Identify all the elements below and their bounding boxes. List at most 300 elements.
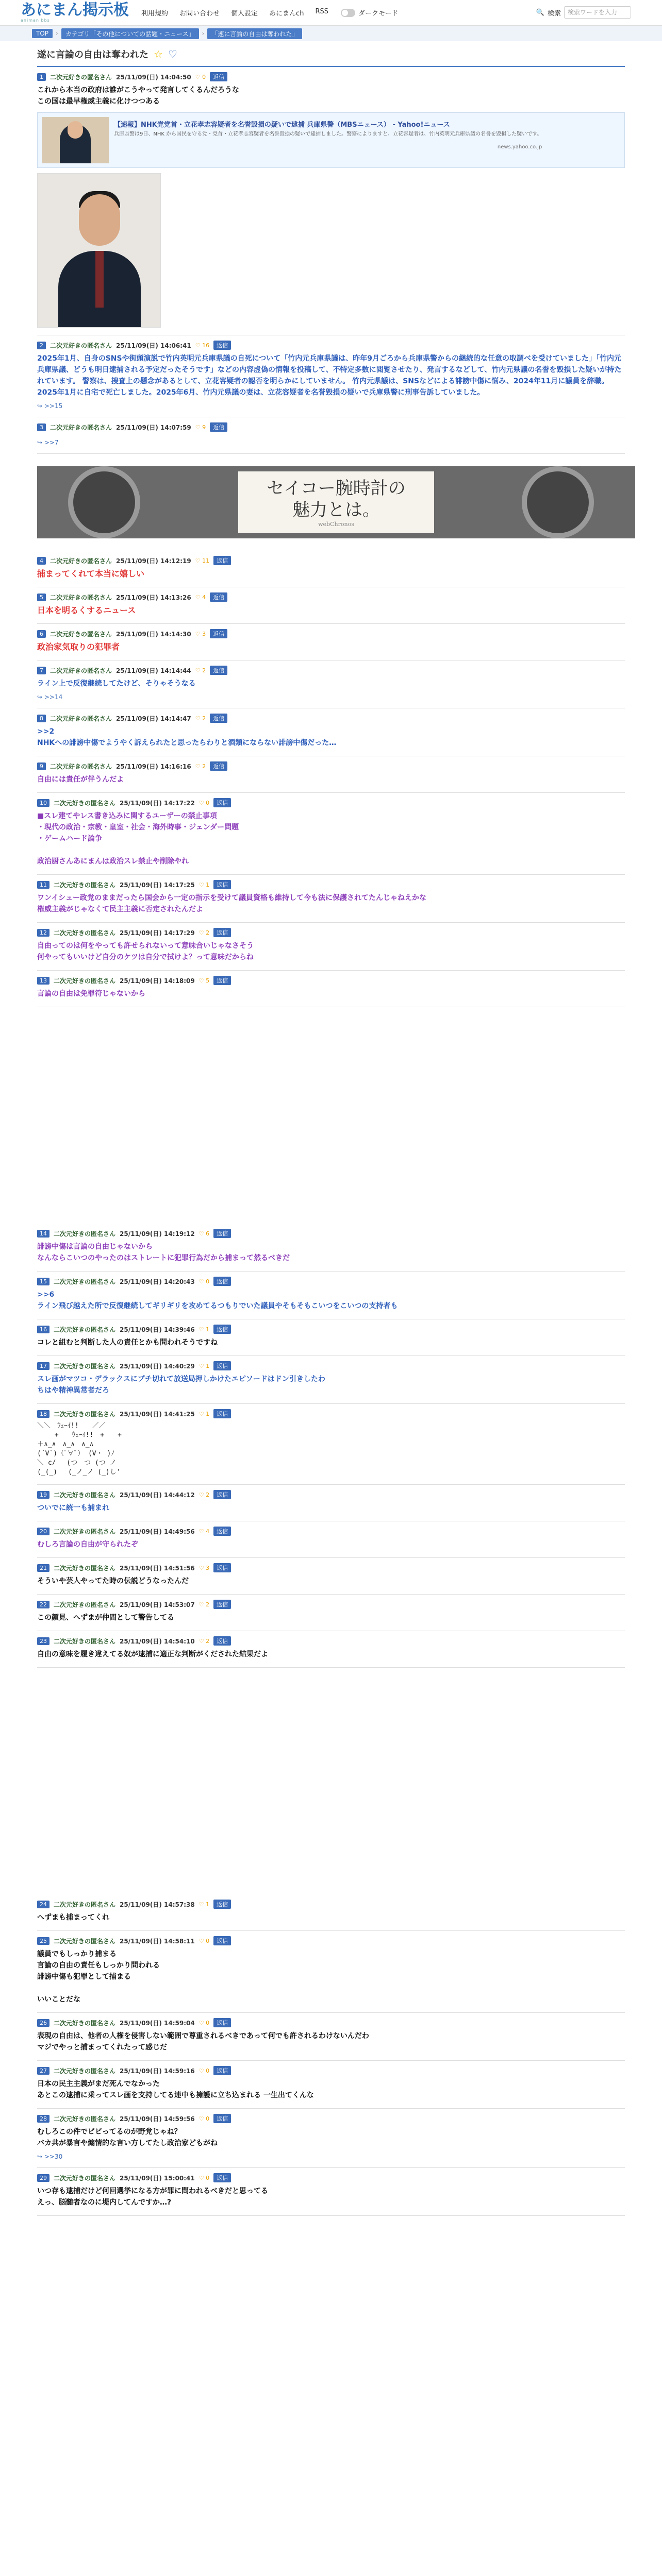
reply-button[interactable]: 返信 [213, 1527, 231, 1536]
post-body [37, 2185, 625, 2208]
post-2 [37, 335, 625, 417]
breadcrumb-thread[interactable]: 「速に言論の自由は奪われた」 [207, 28, 302, 39]
post-line: なんならこいつのやったのはストレートに犯罪行為だから捕まって然るべきだ [37, 1254, 290, 1262]
post-line: えっ、脳髄者なのに堤内してんですか…? [37, 2198, 172, 2207]
post-likes[interactable]: ♡ 2 [198, 1637, 210, 1645]
post-number[interactable]: 12 [37, 929, 49, 937]
thumbnail-face [68, 121, 83, 139]
post-body [37, 568, 625, 580]
reply-button[interactable]: 返信 [213, 2114, 231, 2123]
post-header [37, 1409, 625, 1421]
post-body [37, 353, 625, 398]
post-likes[interactable]: ♡ 0 [198, 1937, 210, 1944]
post-line: 誹謗中傷も犯罪として捕まる [37, 1973, 131, 1981]
post-number[interactable]: 11 [37, 881, 49, 889]
post-8 [37, 708, 625, 756]
post-body [37, 1912, 625, 1923]
post-header [37, 798, 625, 810]
post-18 [37, 1404, 625, 1485]
nav-rss[interactable]: RSS [315, 8, 328, 15]
post-header [37, 1229, 625, 1241]
reply-button[interactable]: 返信 [213, 2173, 231, 2182]
post-author: 二次元好きの匿名さん [50, 667, 112, 674]
post-header [37, 976, 625, 988]
post-date: 25/11/09(日) 14:40:29 [120, 1362, 195, 1370]
post-line: ・ゲームハード論争 [37, 835, 102, 843]
portrait-tie [95, 251, 104, 308]
post-header [37, 1361, 625, 1374]
post-author: 二次元好きの匿名さん [54, 2174, 116, 2182]
reply-button[interactable]: 返信 [210, 761, 227, 771]
post-author: 二次元好きの匿名さん [50, 715, 112, 722]
post-date: 25/11/09(日) 14:13:26 [116, 594, 191, 601]
post-date: 25/11/09(日) 15:00:41 [120, 2174, 195, 2182]
post-body [37, 605, 625, 616]
post-line: ちはや精神異常者だろ [37, 1386, 109, 1395]
nav-animanch[interactable]: あにまんch [269, 10, 304, 18]
reply-button[interactable]: 返信 [213, 1277, 231, 1286]
post-number[interactable]: 6 [37, 630, 46, 638]
post-likes[interactable]: ♡ 1 [198, 881, 210, 888]
post-author: 二次元好きの匿名さん [54, 1362, 116, 1370]
post-number[interactable]: 25 [37, 1937, 49, 1945]
post-author: 二次元好きの匿名さん [50, 342, 112, 349]
reply-button[interactable]: 返信 [213, 1229, 231, 1238]
reply-button[interactable]: 返信 [213, 1490, 231, 1499]
reply-button[interactable]: 返信 [213, 1936, 231, 1945]
reply-button[interactable]: 返信 [213, 341, 231, 350]
reply-links[interactable]: ↪ >>14 [37, 693, 63, 701]
post-likes[interactable]: ♡ 3 [198, 1564, 210, 1571]
post-date: 25/11/09(日) 14:12:19 [116, 557, 191, 565]
post-author: 二次元好きの匿名さん [54, 1937, 116, 1945]
post-line: いつ存も逮捕だけど何回選挙になる方が罪に問われるべきだと思ってる [37, 2187, 268, 2195]
post-15 [37, 1272, 625, 1319]
post-likes[interactable]: ♡ 0 [198, 2019, 210, 2026]
post-line: この国は最早権威主義に化けつつある [37, 97, 160, 106]
post-number[interactable]: 8 [37, 715, 46, 722]
post-author: 二次元好きの匿名さん [54, 1278, 116, 1285]
post-20 [37, 1521, 625, 1558]
post-likes[interactable]: ♡ 0 [195, 73, 206, 80]
post-likes[interactable]: ♡ 16 [195, 342, 210, 349]
post-line: ライン飛び越えた所で反復継続してギリギリを攻めてるつもりでいた議員やそもそもこいつをこいつの支持者も [37, 1302, 398, 1310]
post-author: 二次元好きの匿名さん [54, 1528, 116, 1535]
post-12 [37, 923, 625, 971]
post-line: 政治厨さんあにまんは政治スレ禁止や削除やれ [37, 857, 189, 866]
post-header [37, 556, 625, 568]
post-16 [37, 1319, 625, 1356]
post-17 [37, 1356, 625, 1404]
reply-button[interactable]: 返信 [210, 72, 227, 81]
post-author: 二次元好きの匿名さん [50, 630, 112, 638]
post-likes[interactable]: ♡ 0 [198, 2174, 210, 2181]
post-body [37, 940, 625, 963]
nav-terms[interactable]: 利用規約 [141, 10, 169, 18]
site-logo[interactable] [21, 3, 129, 23]
post-9 [37, 756, 625, 793]
post-author: 二次元好きの匿名さん [50, 73, 112, 81]
post-date: 25/11/09(日) 14:59:16 [120, 2067, 195, 2075]
post-number[interactable]: 24 [37, 1901, 49, 1908]
search-area [536, 6, 631, 19]
nav-settings[interactable]: 個人設定 [231, 10, 258, 18]
reply-button[interactable]: 返信 [210, 592, 227, 602]
post-likes[interactable]: ♡ 0 [198, 1278, 210, 1285]
post-number[interactable]: 17 [37, 1362, 49, 1370]
post-body [37, 641, 625, 653]
reply-button[interactable]: 返信 [210, 422, 227, 432]
post-header [37, 1277, 625, 1289]
post-body [37, 1649, 625, 1660]
post-date: 25/11/09(日) 14:58:11 [120, 1937, 195, 1945]
post-date: 25/11/09(日) 14:06:41 [116, 342, 191, 349]
post-line: 言論の自由の責任もしっかり問われる [37, 1961, 160, 1970]
post-likes[interactable]: ♡ 1 [198, 1410, 210, 1417]
reply-button[interactable]: 返信 [213, 1361, 231, 1370]
post-header [37, 2066, 625, 2078]
post-line: >>2 [37, 727, 55, 736]
reply-button[interactable]: 返信 [213, 976, 231, 985]
post-line: ワンイシュー政党のままだったら国会から一定の指示を受けて議員資格も維持して今も法に保護されてたんじゃねえかな [37, 894, 427, 902]
post-line: バカ共が暴言や煽情的な言い方してたし政治家どもがね [37, 2139, 218, 2147]
post-author: 二次元好きの匿名さん [54, 1901, 116, 1908]
post-line: そういや芸人やってた時の伝説どうなったんだ [37, 1577, 189, 1585]
reply-button[interactable]: 返信 [213, 1563, 231, 1572]
post-likes[interactable]: ♡ 0 [198, 2115, 210, 2122]
post-date: 25/11/09(日) 14:20:43 [120, 1278, 195, 1285]
darkmode-control[interactable] [341, 8, 398, 18]
post-number[interactable]: 22 [37, 1601, 49, 1608]
reply-button[interactable]: 返信 [213, 1600, 231, 1609]
post-body [37, 1575, 625, 1587]
post-number[interactable]: 18 [37, 1410, 49, 1418]
logo-subtitle: animan bbs [21, 18, 50, 23]
post-likes[interactable]: ♡ 0 [198, 799, 210, 806]
post-line: ついでに統一も捕まれ [37, 1504, 109, 1512]
post-number[interactable]: 29 [37, 2174, 49, 2182]
post-likes[interactable]: ♡ 4 [198, 1528, 210, 1535]
post-date: 25/11/09(日) 14:44:12 [120, 1491, 195, 1499]
search-input[interactable]: 検索ワードを入力 [564, 6, 631, 19]
post-body [37, 892, 625, 915]
reply-button[interactable]: 返信 [210, 666, 227, 675]
reply-button[interactable]: 返信 [213, 2066, 231, 2075]
post-3 [37, 417, 625, 454]
watch-image [68, 466, 140, 538]
post-number[interactable]: 27 [37, 2067, 49, 2075]
post-date: 25/11/09(日) 14:49:56 [120, 1528, 195, 1535]
blank-area [37, 1668, 625, 1894]
post-header [37, 1325, 625, 1337]
post-29 [37, 2168, 625, 2216]
post-13 [37, 971, 625, 1007]
post-likes[interactable]: ♡ 9 [195, 423, 206, 431]
post-27 [37, 2061, 625, 2109]
post-header [37, 2173, 625, 2185]
post-author: 二次元好きの匿名さん [54, 1601, 116, 1608]
post-author: 二次元好きの匿名さん [50, 594, 112, 601]
post-23 [37, 1631, 625, 1668]
post-6 [37, 624, 625, 660]
post-date: 25/11/09(日) 14:57:38 [120, 1901, 195, 1908]
post-author: 二次元好きの匿名さん [54, 881, 116, 889]
post-number[interactable]: 26 [37, 2019, 49, 2027]
post-24 [37, 1894, 625, 1931]
reply-button[interactable]: 返信 [213, 798, 231, 807]
post-line [37, 1982, 625, 1994]
reply-button[interactable]: 返信 [213, 1325, 231, 1334]
post-likes[interactable]: ♡ 2 [195, 762, 206, 770]
favorite-star-icon[interactable]: ☆ [154, 48, 163, 60]
post-list [37, 67, 625, 2216]
post-line: コレと組むと判断した人の責任とかも問われそうですね [37, 1338, 218, 1347]
post-header [37, 72, 625, 84]
post-date: 25/11/09(日) 14:14:30 [116, 630, 191, 638]
post-likes[interactable]: ♡ 2 [195, 715, 206, 722]
post-date: 25/11/09(日) 14:54:10 [120, 1637, 195, 1645]
post-body [37, 1337, 625, 1348]
post-likes[interactable]: ♡ 1 [198, 1326, 210, 1333]
post-author: 二次元好きの匿名さん [54, 1230, 116, 1238]
reply-button[interactable]: 返信 [213, 880, 231, 889]
search-label: 検索 [547, 9, 561, 18]
post-line: ライン上で反復継続してたけど、そりゃそうなる [37, 680, 196, 688]
post-author: 二次元好きの匿名さん [50, 557, 112, 565]
post-line: 表現の自由は、他者の人権を侵害しない範囲で尊重されるべきであって何でも許されるわけないんだわ [37, 2032, 369, 2040]
link-description: 兵庫県警は9日、NHK から国民を守る党・党首・立花孝志容疑者を名誉毀損の疑いで逮捕しました。警察によりますと、立花容疑者は、竹内英明元兵庫県議の名誉を毀損した疑いです。 [114, 131, 542, 137]
post-line: 何やってもいいけど自分のケツは自分で拭けよ？って意味だからね [37, 953, 254, 961]
post-line: 言論の自由は免罪符じゃないから [37, 990, 145, 998]
post-header [37, 928, 625, 940]
post-number[interactable]: 10 [37, 799, 49, 807]
nav-contact[interactable]: お問い合わせ [179, 10, 220, 18]
post-number[interactable]: 21 [37, 1564, 49, 1572]
post-number[interactable]: 1 [37, 73, 46, 81]
breadcrumb-separator: › [202, 30, 205, 37]
post-number[interactable]: 4 [37, 557, 46, 565]
post-likes[interactable]: ♡ 1 [198, 1901, 210, 1908]
logo-title: あにまん掲示板 [21, 1, 129, 19]
reply-button[interactable]: 返信 [213, 556, 231, 565]
post-line: NHKへの誹謗中傷でようやく訴えられたと思ったらわりと酒類にならない誹謗中傷だった… [37, 739, 337, 747]
post-date: 25/11/09(日) 14:04:50 [116, 73, 191, 81]
post-likes[interactable]: ♡ 2 [198, 929, 210, 936]
post-body [37, 1374, 625, 1396]
post-number[interactable]: 2 [37, 342, 46, 349]
post-body [37, 1612, 625, 1623]
post-header [37, 666, 625, 678]
ascii-art: ＼＼ ｳｪｰｲ!! ／／ + ｳｪｰｲ!! + + ＋∧_∧ ∧_∧ ∧_∧ (´∀`)（ﾟ∀ﾟ） (∀・ )ﾉ ＼ c/ (つ つ (つ ノ (_(_) (_ノ_ノ (_)し' [37, 1422, 122, 1476]
breadcrumb [0, 26, 662, 41]
post-number[interactable]: 5 [37, 594, 46, 601]
post-body [37, 810, 625, 867]
post-body [37, 1241, 625, 1264]
reply-links[interactable]: ↪ >>7 [37, 439, 59, 446]
reply-button[interactable]: 返信 [213, 1409, 231, 1418]
post-line: 日本を明るくするニュース [37, 605, 136, 615]
post-author: 二次元好きの匿名さん [54, 2115, 116, 2123]
reply-button[interactable]: 返信 [213, 928, 231, 937]
post-date: 25/11/09(日) 14:53:07 [120, 1601, 195, 1608]
post-number[interactable]: 13 [37, 977, 49, 985]
portrait-head [79, 194, 120, 246]
post-body [37, 774, 625, 785]
reply-button[interactable]: 返信 [213, 2018, 231, 2027]
post-number[interactable]: 16 [37, 1326, 49, 1333]
post-line: へずまも捕まってくれ [37, 1913, 109, 1922]
post-body [37, 2126, 625, 2149]
post-header [37, 592, 625, 605]
post-number[interactable]: 28 [37, 2115, 49, 2123]
post-body [37, 678, 625, 689]
post-date: 25/11/09(日) 14:19:12 [120, 1230, 195, 1238]
post-date: 25/11/09(日) 14:59:56 [120, 2115, 195, 2123]
post-likes[interactable]: ♡ 4 [195, 594, 206, 601]
post-1 [37, 67, 625, 335]
favorite-heart-icon[interactable]: ♡ [168, 48, 177, 60]
post-date: 25/11/09(日) 14:17:25 [120, 881, 195, 889]
post-line: 誹謗中傷は言論の自由じゃないから [37, 1243, 153, 1251]
top-nav [141, 8, 328, 18]
post-header [37, 1636, 625, 1649]
post-number[interactable]: 7 [37, 667, 46, 674]
reply-links[interactable]: ↪ >>30 [37, 2153, 63, 2160]
post-header [37, 2018, 625, 2030]
ad-title-line2: 魅力とは。 [292, 499, 380, 520]
post-header [37, 2114, 625, 2126]
post-body [37, 2030, 625, 2053]
post-line: いいことだな [37, 1995, 80, 2004]
post-number[interactable]: 15 [37, 1278, 49, 1285]
post-header [37, 880, 625, 892]
post-header [37, 422, 625, 435]
post-line: ・現代の政治・宗教・皇室・社会・海外時事・ジェンダー問題 [37, 823, 239, 832]
post-body [37, 1502, 625, 1514]
post-header [37, 629, 625, 641]
post-number[interactable]: 20 [37, 1528, 49, 1535]
advertisement-banner[interactable] [37, 466, 635, 538]
post-11 [37, 875, 625, 923]
ad-text-panel [238, 471, 434, 533]
post-line: 議員でもしっかり捕まる [37, 1950, 117, 1958]
post-likes[interactable]: ♡ 3 [195, 630, 206, 637]
post-likes[interactable]: ♡ 11 [195, 557, 210, 564]
link-card[interactable] [37, 112, 625, 168]
thread-main [32, 41, 630, 2216]
blank-area [37, 1007, 625, 1224]
site-header [0, 0, 662, 26]
darkmode-toggle[interactable] [341, 9, 355, 17]
breadcrumb-separator: › [56, 30, 58, 37]
post-likes[interactable]: ♡ 6 [198, 1230, 210, 1237]
post-date: 25/11/09(日) 14:17:22 [120, 799, 195, 807]
post-line: 自由には責任が伴うんだよ [37, 775, 124, 784]
post-author: 二次元好きの匿名さん [54, 1564, 116, 1572]
post-number[interactable]: 3 [37, 423, 46, 431]
post-line: 権威主義がじゃなくて民主主義に否定されたんだよ [37, 905, 203, 913]
post-author: 二次元好きの匿名さん [54, 2067, 116, 2075]
post-author: 二次元好きの匿名さん [54, 1326, 116, 1333]
post-body [37, 726, 625, 749]
post-line: マジでやっと捕まってくれたって感じだ [37, 2043, 167, 2052]
post-header [37, 1563, 625, 1575]
post-date: 25/11/09(日) 14:16:16 [116, 762, 191, 770]
post-line: 自由の意味を履き違えてる奴が逮捕に適正な判断がくだされた結果だよ [37, 1650, 268, 1658]
link-domain: news.yahoo.co.jp [497, 144, 542, 150]
post-line: あとこの逮捕に乗ってスレ画を支持してる連中も擁護に立ち込まれる 一生出てくんな [37, 2091, 314, 2099]
post-line: スレ画がマツコ・デラックスにブチ切れて放送局押しかけたエピソードはドン引きしたわ [37, 1375, 325, 1383]
post-28 [37, 2109, 625, 2168]
post-10 [37, 793, 625, 875]
reply-button[interactable]: 返信 [213, 1900, 231, 1909]
search-icon[interactable]: 🔍 [536, 8, 544, 16]
watch-image [522, 466, 594, 538]
post-number[interactable]: 19 [37, 1491, 49, 1499]
darkmode-label: ダークモード [358, 10, 399, 18]
post-date: 25/11/09(日) 14:18:09 [120, 977, 195, 985]
reply-links[interactable]: ↪ >>15 [37, 402, 63, 410]
post-5 [37, 587, 625, 624]
post-line: 日本の民主主義がまだ死んでなかった [37, 2080, 160, 2088]
post-date: 25/11/09(日) 14:59:04 [120, 2019, 195, 2027]
post-21 [37, 1558, 625, 1595]
reply-button[interactable]: 返信 [213, 1636, 231, 1646]
thread-title-text: 遂に言論の自由は奪われた [37, 49, 148, 60]
post-25 [37, 1931, 625, 2013]
post-date: 25/11/09(日) 14:17:29 [120, 929, 195, 937]
post-author: 二次元好きの匿名さん [54, 977, 116, 985]
post-author: 二次元好きの匿名さん [54, 2019, 116, 2027]
post-author: 二次元好きの匿名さん [54, 1410, 116, 1418]
post-likes[interactable]: ♡ 5 [198, 977, 210, 984]
post-header [37, 1490, 625, 1502]
post-likes[interactable]: ♡ 1 [198, 1362, 210, 1369]
portrait-image[interactable] [37, 173, 161, 328]
post-author: 二次元好きの匿名さん [54, 1637, 116, 1645]
link-title[interactable]: 【速報】NHK党党首・立花孝志容疑者を名誉毀損の疑いで逮捕 兵庫県警（MBSニュース） - Yahoo!ニュース [114, 121, 450, 129]
post-body [37, 1948, 625, 2005]
breadcrumb-category[interactable]: カテゴリ「その他についての話題・ニュース」 [61, 28, 199, 39]
reply-button[interactable]: 返信 [210, 714, 227, 723]
post-likes[interactable]: ♡ 2 [195, 667, 206, 674]
post-4 [37, 551, 625, 587]
post-body [37, 1539, 625, 1550]
post-number[interactable]: 9 [37, 762, 46, 770]
post-number[interactable]: 23 [37, 1637, 49, 1645]
post-author: 二次元好きの匿名さん [50, 423, 112, 431]
post-body [37, 988, 625, 999]
post-likes[interactable]: ♡ 2 [198, 1601, 210, 1608]
post-26 [37, 2013, 625, 2061]
thread-title [37, 41, 625, 67]
post-likes[interactable]: ♡ 0 [198, 2067, 210, 2074]
reply-button[interactable]: 返信 [210, 629, 227, 638]
post-line: >>6 [37, 1291, 55, 1299]
post-number[interactable]: 14 [37, 1230, 49, 1238]
breadcrumb-top[interactable]: TOP [32, 29, 53, 38]
post-body [37, 1289, 625, 1312]
post-header [37, 761, 625, 774]
post-line: ■スレ建てやレス書き込みに関するユーザーの禁止事項 [37, 812, 217, 820]
post-likes[interactable]: ♡ 2 [198, 1491, 210, 1498]
post-7 [37, 660, 625, 708]
link-thumbnail [42, 117, 109, 163]
post-line: 自由ってのは何をやっても許せられないって意味合いじゃなさそう [37, 942, 254, 950]
post-body [37, 2078, 625, 2101]
post-line: 政治家気取りの犯罪者 [37, 642, 120, 652]
post-header [37, 1900, 625, 1912]
